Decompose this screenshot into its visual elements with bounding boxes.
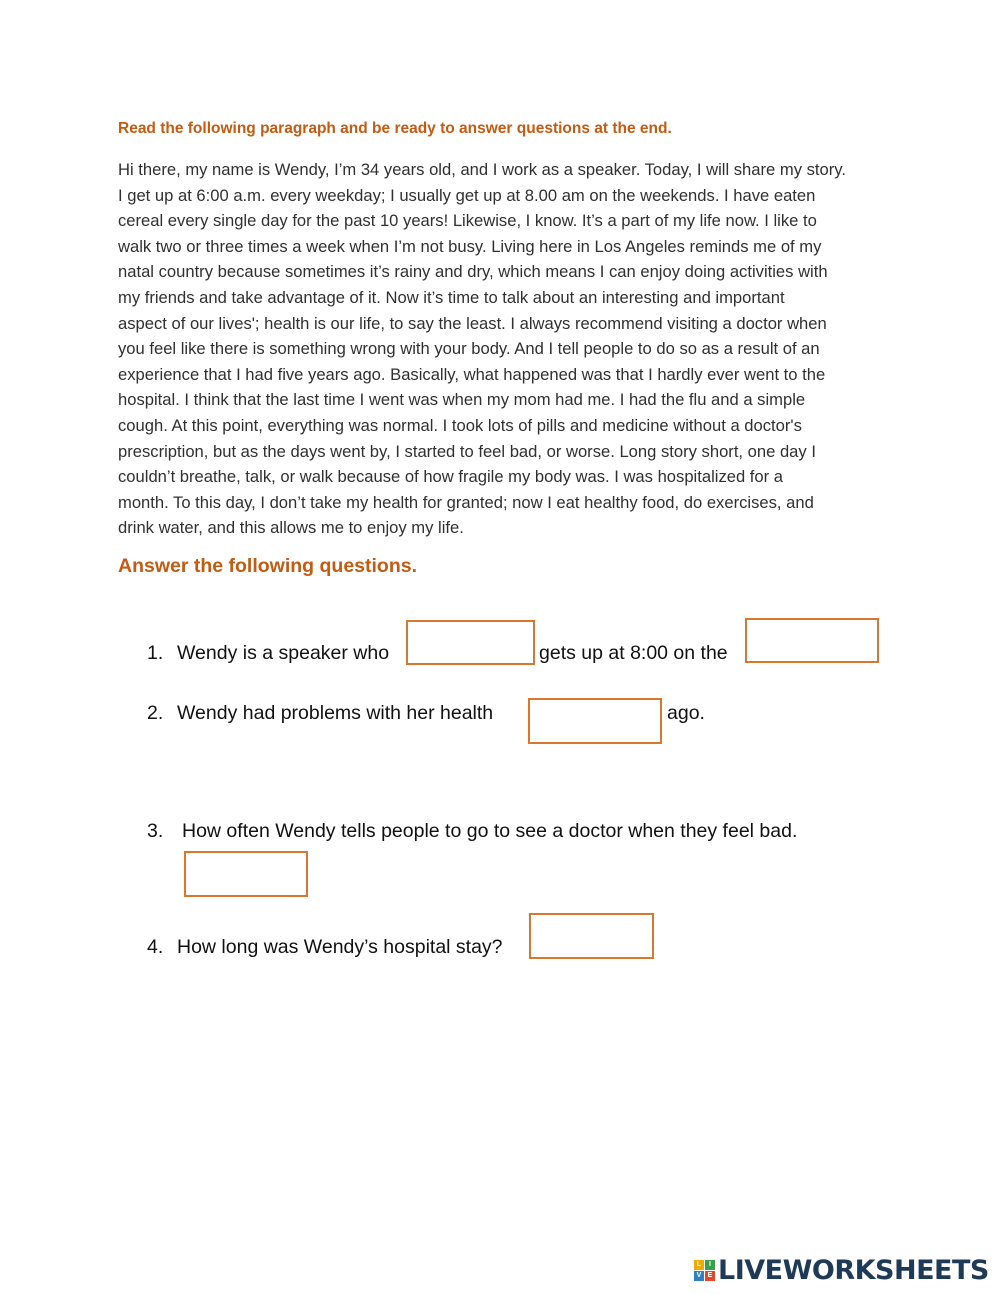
liveworksheets-logo: [694, 1253, 989, 1287]
logo-block: L: [694, 1260, 704, 1270]
story-line: month. To this day, I don’t take my health for granted; now I eat healthy food, do exercises, and: [118, 492, 814, 512]
logo-block: I: [705, 1260, 715, 1270]
q2-text-part1: Wendy had problems with her health: [177, 702, 494, 724]
q4-text: How long was Wendy’s hospital stay?: [177, 936, 503, 958]
q3-number: 3.: [147, 820, 164, 842]
instruction-text: Read the following paragraph and be ready to answer questions at the end.: [118, 120, 672, 137]
story-line: you feel like there is something wrong with your body. And I tell people to do so as a result of an: [118, 339, 820, 359]
questions-heading: Answer the following questions.: [118, 555, 418, 577]
story-line: experience that I had five years ago. Basically, what happened was that I hardly ever went to the: [118, 364, 826, 384]
story-line: prescription, but as the days went by, I started to feel bad, or worse. Long story short, one day I: [118, 441, 816, 461]
story-line: walk two or three times a week when I’m not busy. Living here in Los Angeles reminds me of my: [118, 236, 822, 256]
q4-number: 4.: [147, 936, 164, 958]
story-line: hospital. I think that the last time I went was when my mom had me. I had the flu and a simple: [118, 390, 806, 410]
story-line: my friends and take advantage of it. Now it’s time to talk about an interesting and important: [118, 287, 785, 307]
story-line: drink water, and this allows me to enjoy my life.: [118, 518, 464, 538]
q3-text: How often Wendy tells people to go to see a doctor when they feel bad.: [182, 820, 798, 842]
q2-answer-box-1[interactable]: [528, 698, 662, 744]
story-line: natal country because sometimes it’s rainy and dry, which means I can enjoy doing activities with: [118, 262, 828, 282]
q3-answer-box-1[interactable]: [184, 851, 308, 897]
q2-text-part2: ago.: [667, 702, 705, 724]
story-paragraph: [118, 157, 886, 541]
q1-answer-box-1[interactable]: [406, 620, 535, 665]
story-line: Hi there, my name is Wendy, I’m 34 years old, and I work as a speaker. Today, I will share my story.: [118, 160, 846, 179]
logo-block: E: [705, 1271, 715, 1281]
story-line: aspect of our lives'; health is our life, to say the least. I always recommend visiting a doctor when: [118, 313, 827, 333]
logo-blocks-icon: [694, 1260, 715, 1281]
q1-text-part1: Wendy is a speaker who: [177, 642, 390, 664]
story-line: cough. At this point, everything was normal. I took lots of pills and medicine without a doctor's: [118, 415, 802, 435]
logo-text: LIVEWORKSHEETS: [718, 1254, 989, 1286]
story-line: couldn’t breathe, talk, or walk because of how fragile my body was. I was hospitalized for a: [118, 467, 784, 487]
q2-number: 2.: [147, 702, 164, 724]
story-line: I get up at 6:00 a.m. every weekday; I usually get up at 8.00 am on the weekends. I have eaten: [118, 185, 816, 205]
q1-text-part2: gets up at 8:00 on the: [539, 642, 728, 664]
logo-block: V: [694, 1271, 704, 1281]
q1-answer-box-2[interactable]: [745, 618, 879, 663]
q1-number: 1.: [147, 642, 164, 664]
story-line: cereal every single day for the past 10 years! Likewise, I know. It’s a part of my life now. I like to: [118, 211, 817, 231]
q4-answer-box-1[interactable]: [529, 913, 654, 959]
